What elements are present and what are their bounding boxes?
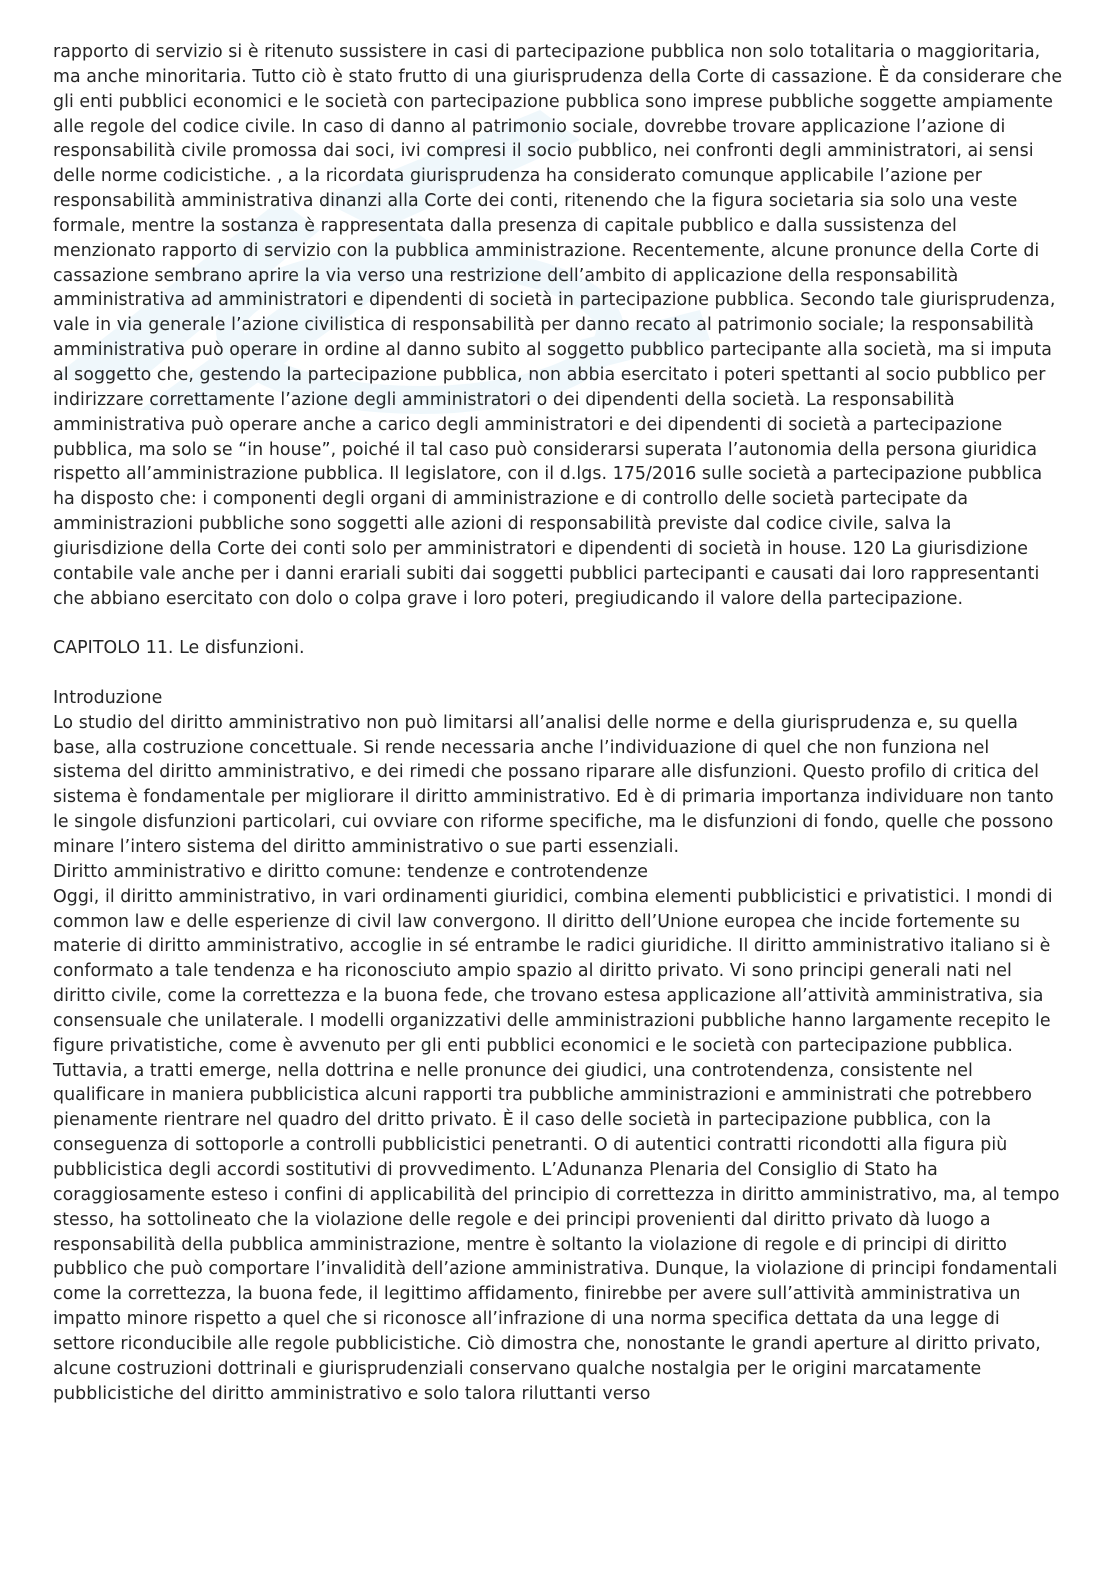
paragraph-gap	[53, 611, 1063, 636]
body-paragraph-introduzione: Lo studio del diritto amministrativo non può limitarsi all’analisi delle norme e della giurisprudenza e, su quella base, alla costruzione concettuale. Si rende necessaria anche l’individuazione di quel che non funziona nel sistema del diritto amministrativo, e dei rimedi che possano riparare alle disfunzioni. Questo profilo di critica del sistema è fondamentale per migliorare il diritto amministrativo. Ed è di primaria importanza individuare non tanto le singole disfunzioni particolari, cui ovviare con riforme specifiche, ma le disfunzioni di fondo, quelle che possono minare l’intero sistema del diritto amministrativo o sue parti essenziali.	[53, 712, 1054, 857]
chapter-title: CAPITOLO 11. Le disfunzioni.	[53, 638, 305, 659]
section-title-diritto-comune: Diritto amministrativo e diritto comune: tendenze e controtendenze	[53, 861, 648, 882]
paragraph-gap	[53, 661, 1063, 686]
document-page	[53, 40, 1063, 1406]
body-paragraph-diritto-comune: Oggi, il diritto amministrativo, in vari ordinamenti giuridici, combina elementi pubblicistici e privatistici. I mondi di common law e delle esperienze di civil law convergono. Il diritto dell’Unione europea che incide fortemente su materie di diritto amministrativo, accoglie in sé entrambe le radici giuridiche. Il diritto amministrativo italiano si è conformato a tale tendenza e ha riconosciuto ampio spazio al diritto privato. Vi sono principi generali nati nel diritto civile, come la correttezza e la buona fede, che trovano estesa applicazione all’attività amministrativa, sia consensuale che unilaterale. I modelli organizzativi delle amministrazioni pubbliche hanno largamente recepito le figure privatistiche, come è avvenuto per gli enti pubblici economici e le società con partecipazione pubblica. Tuttavia, a tratti emerge, nella dottrina e nelle pronunce dei giudici, una controtendenza, consistente nel qualificare in maniera pubblicistica alcuni rapporti tra pubbliche amministrazioni e amministrati che potrebbero pienamente rientrare nel quadro del dritto privato. È il caso delle società in partecipazione pubblica, con la conseguenza di sottoporle a controlli pubblicistici penetranti. O di autentici contratti ricondotti alla figura più pubblicistica degli accordi sostitutivi di provvedimento. L’Adunanza Plenaria del Consiglio di Stato ha coraggiosamente esteso i confini di applicabilità del principio di correttezza in diritto amministrativo, ma, al tempo stesso, ha sottolineato che la violazione delle regole e dei principi provenienti dal diritto privato dà luogo a responsabilità della pubblica amministrazione, mentre è soltanto la violazione di regole e di principi di diritto pubblico che può comportare l’invalidità dell’azione amministrativa. Dunque, la violazione di principi fondamentali come la correttezza, la buona fede, il legittimo affidamento, finirebbe per avere sull’attività amministrativa un impatto minore rispetto a quel che si riconosce all’infrazione di una norma specifica dettata da una legge di settore riconducibile alle regole pubblicistiche. Ciò dimostra che, nonostante le grandi aperture al diritto privato, alcune costruzioni dottrinali e giurisprudenziali conservano qualche nostalgia per le origini marcatamente pubblicistiche del diritto amministrativo e solo talora riluttanti verso	[53, 886, 1060, 1404]
body-paragraph: rapporto di servizio si è ritenuto sussistere in casi di partecipazione pubblica non solo totalitaria o maggioritaria, ma anche minoritaria. Tutto ciò è stato frutto di una giurisprudenza della Corte di cassazione. È da considerare che gli enti pubblici economici e le società con partecipazione pubblica sono imprese pubbliche soggette ampiamente alle regole del codice civile. In caso di danno al patrimonio sociale, dovrebbe trovare applicazione l’azione di responsabilità civile promossa dai soci, ivi compresi il socio pubblico, nei confronti degli amministratori, ai sensi delle norme codicistiche. , a la ricordata giurisprudenza ha considerato comunque applicabile l’azione per responsabilità amministrativa dinanzi alla Corte dei conti, ritenendo che la figura societaria sia solo una veste formale, mentre la sostanza è rappresentata dalla presenza di capitale pubblico e dalla sussistenza del menzionato rapporto di servizio con la pubblica amministrazione. Recentemente, alcune pronunce della Corte di cassazione sembrano aprire la via verso una restrizione dell’ambito di applicazione della responsabilità amministrativa ad amministratori e dipendenti di società in partecipazione pubblica. Secondo tale giurisprudenza, vale in via generale l’azione civilistica di responsabilità per danno recato al patrimonio sociale; la responsabilità amministrativa può operare in ordine al danno subito al soggetto pubblico partecipante alla società, ma si imputa al soggetto che, gestendo la partecipazione pubblica, non abbia esercitato i poteri spettanti al socio pubblico per indirizzare correttamente l’azione degli amministratori o dei dipendenti della società. La responsabilità amministrativa può operare anche a carico degli amministratori e dei dipendenti di società a partecipazione pubblica, ma solo se “in house”, poiché il tal caso può considerarsi superata l’autonomia della persona giuridica rispetto all’amministrazione pubblica. Il legislatore, con il d.lgs. 175/2016 sulle società a partecipazione pubblica ha disposto che: i componenti degli organi di amministrazione e di controllo delle società partecipate da amministrazioni pubbliche sono soggetti alle azioni di responsabilità previste dal codice civile, salva la giurisdizione della Corte dei conti solo per amministratori e dipendenti di società in house. 120 La giurisdizione contabile vale anche per i danni erariali subiti dai soggetti pubblici partecipanti e causati dai loro rappresentanti che abbiano esercitato con dolo o colpa grave i loro poteri, pregiudicando il valore della partecipazione.	[53, 42, 1063, 609]
section-title-introduzione: Introduzione	[53, 687, 163, 708]
